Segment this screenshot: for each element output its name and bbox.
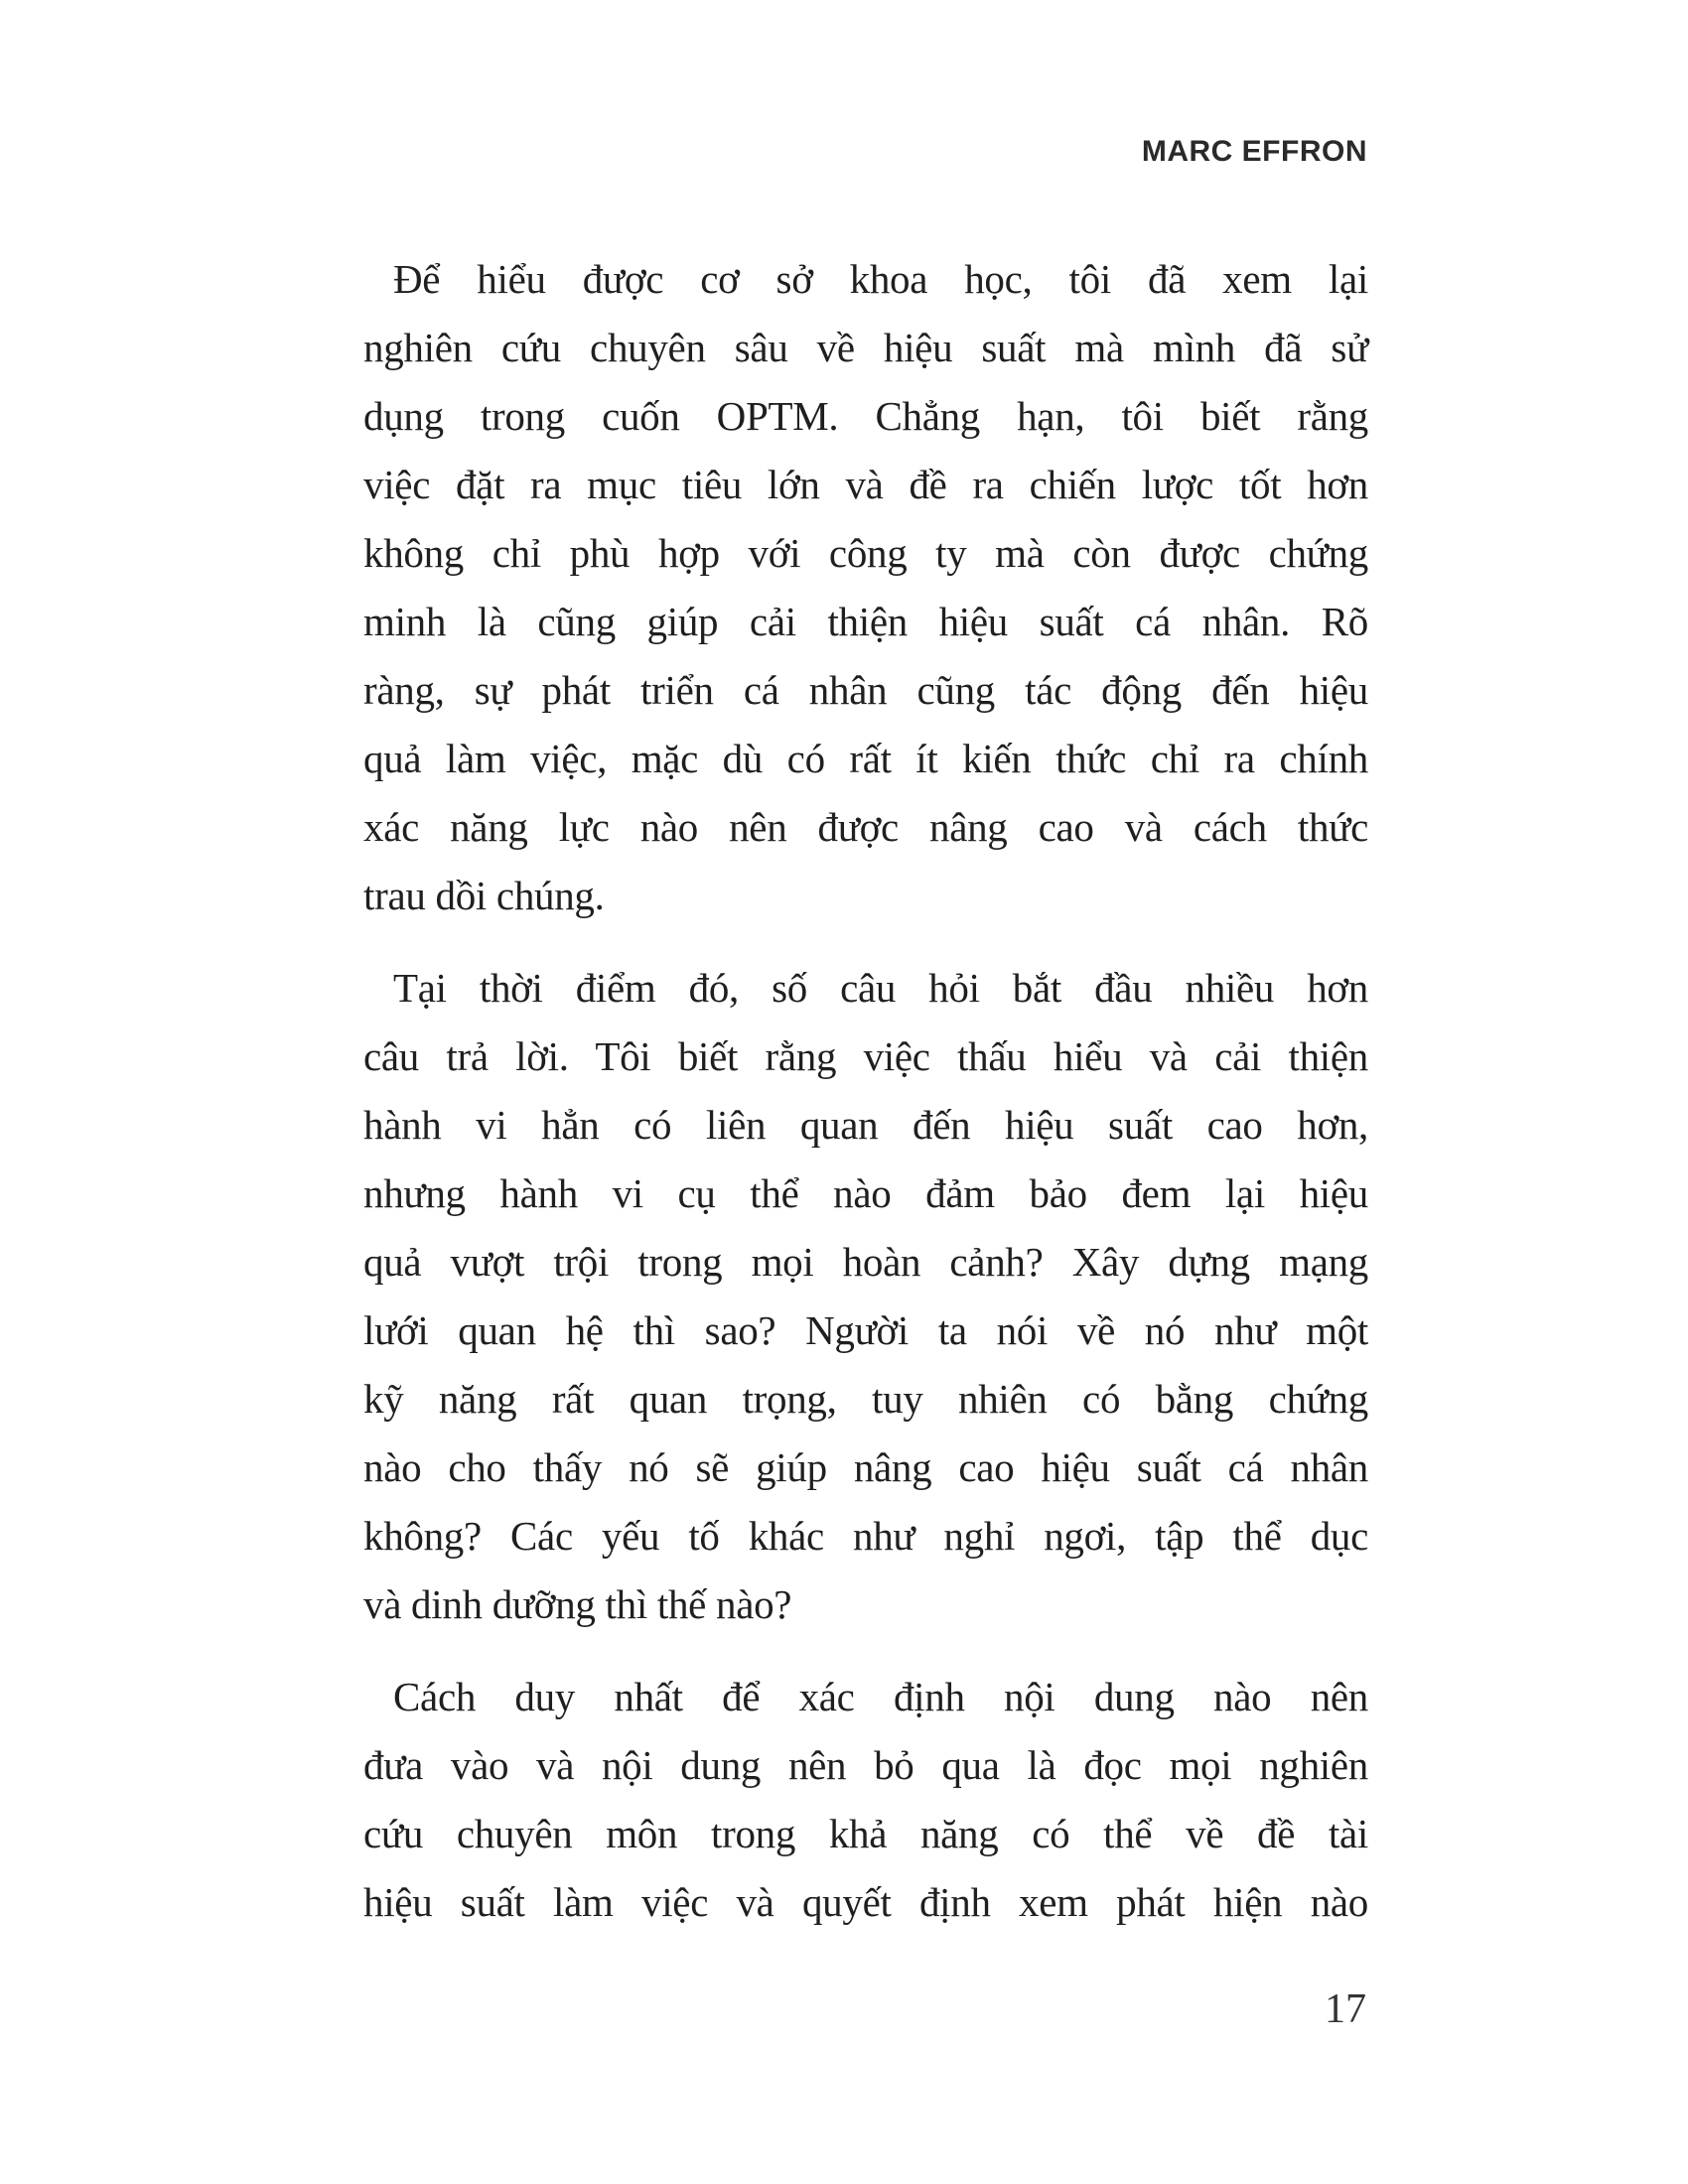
text-line: Tại thời điểm đó, số câu hỏi bắt đầu nhiều hơn — [393, 965, 1368, 1011]
text-line: việc đặt ra mục tiêu lớn và đề ra chiến lược tốt hơn — [363, 462, 1368, 507]
text-line: hiệu suất làm việc và quyết định xem phát hiện nào — [363, 1879, 1368, 1925]
text-line: nào cho thấy nó sẽ giúp nâng cao hiệu suất cá nhân — [363, 1444, 1368, 1490]
text-line: ràng, sự phát triển cá nhân cũng tác động đến hiệu — [363, 667, 1368, 713]
paragraph — [363, 954, 1368, 1639]
text-line: lưới quan hệ thì sao? Người ta nói về nó như một — [363, 1307, 1368, 1353]
running-header: MARC EFFRON — [1141, 135, 1367, 168]
text-line: câu trả lời. Tôi biết rằng việc thấu hiểu và cải thiện — [363, 1033, 1368, 1079]
paragraph — [363, 245, 1368, 930]
text-line: trau dồi chúng. — [363, 873, 605, 918]
text-line: đưa vào và nội dung nên bỏ qua là đọc mọi nghiên — [363, 1742, 1368, 1788]
paragraph — [363, 1663, 1368, 1937]
body-text — [363, 245, 1368, 1937]
text-line: minh là cũng giúp cải thiện hiệu suất cá nhân. Rõ — [363, 599, 1368, 644]
text-line: và dinh dưỡng thì thế nào? — [363, 1581, 792, 1627]
text-line: xác năng lực nào nên được nâng cao và cách thức — [363, 804, 1368, 850]
text-line: không? Các yếu tố khác như nghỉ ngơi, tập thể dục — [363, 1513, 1368, 1559]
text-line: quả vượt trội trong mọi hoàn cảnh? Xây dựng mạng — [363, 1239, 1368, 1285]
text-line: quả làm việc, mặc dù có rất ít kiến thức chỉ ra chính — [363, 736, 1368, 781]
page-number: 17 — [1325, 1986, 1366, 2032]
text-line: cứu chuyên môn trong khả năng có thể về đề tài — [363, 1811, 1368, 1856]
text-line: nghiên cứu chuyên sâu về hiệu suất mà mình đã sử — [363, 325, 1368, 370]
text-line: hành vi hẳn có liên quan đến hiệu suất cao hơn, — [363, 1102, 1368, 1148]
text-line: Cách duy nhất để xác định nội dung nào nên — [393, 1674, 1368, 1719]
text-line: Để hiểu được cơ sở khoa học, tôi đã xem lại — [393, 256, 1368, 302]
text-line: nhưng hành vi cụ thể nào đảm bảo đem lại hiệu — [363, 1170, 1368, 1216]
text-line: không chỉ phù hợp với công ty mà còn được chứng — [363, 530, 1368, 576]
text-line: kỹ năng rất quan trọng, tuy nhiên có bằng chứng — [363, 1376, 1368, 1422]
text-line: dụng trong cuốn OPTM. Chẳng hạn, tôi biết rằng — [363, 393, 1368, 439]
